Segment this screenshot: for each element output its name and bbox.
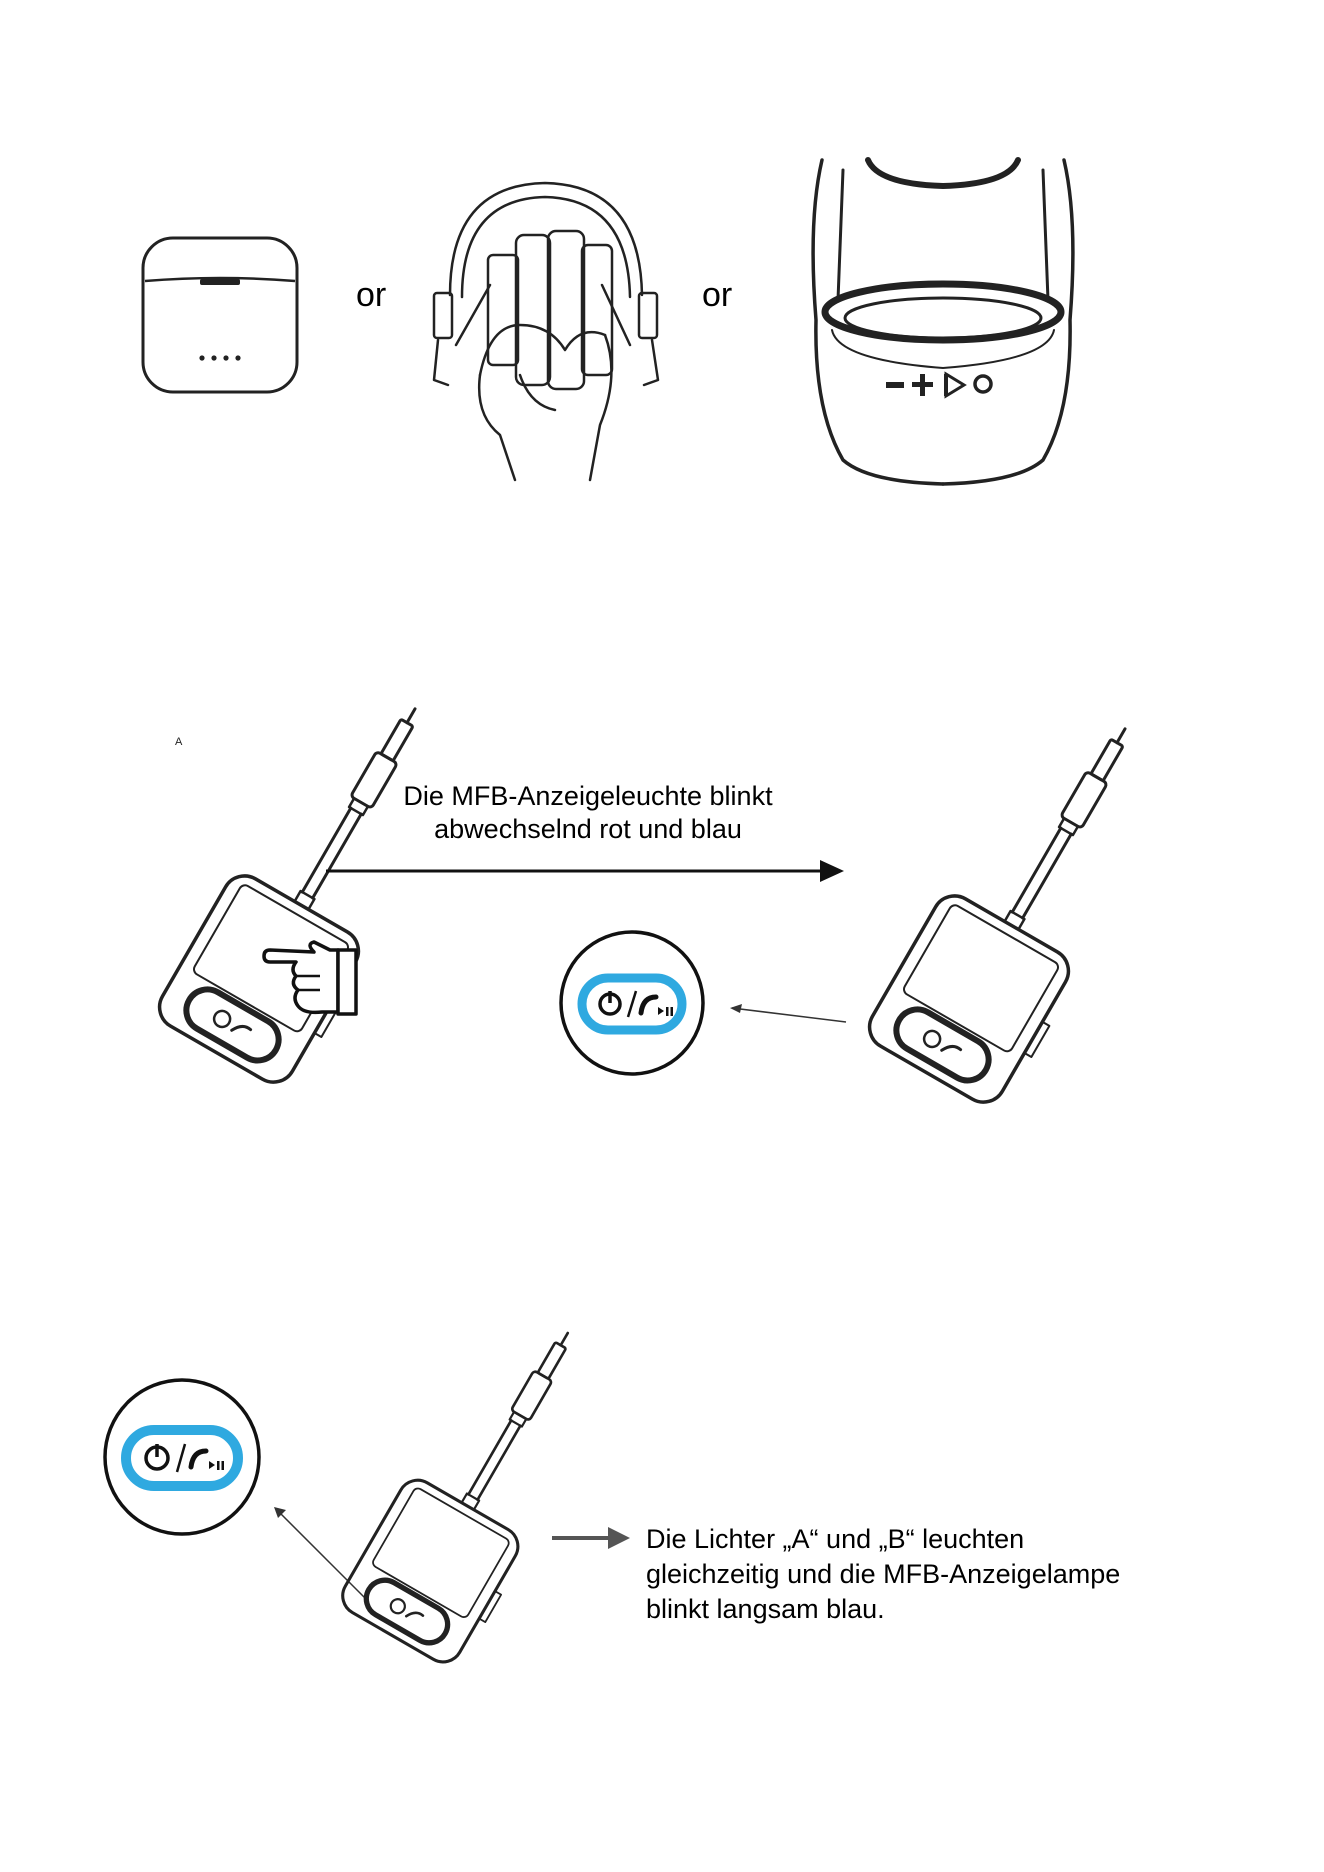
or-label-right: or — [702, 276, 733, 314]
pairing-caption-line1: Die MFB-Anzeigeleuchte blinkt — [403, 781, 773, 811]
or-label-left: or — [356, 276, 387, 314]
hand-pointer-icon — [262, 940, 362, 1020]
earbuds-case-icon — [140, 235, 300, 395]
connected-caption-line3: blinkt langsam blau. — [646, 1594, 885, 1624]
pairing-arrow — [326, 856, 846, 886]
connected-caption-line2: gleichzeitig und die MFB-Anzeigelampe — [646, 1559, 1121, 1589]
power-play-button-icon — [558, 929, 706, 1077]
pairing-caption — [368, 780, 808, 846]
connected-arrow — [552, 1525, 632, 1551]
power-play-button-icon-lower — [102, 1377, 262, 1537]
speaker-icon — [808, 160, 1078, 485]
headphones-icon — [420, 175, 670, 485]
svg-text:A: A — [175, 736, 183, 748]
connected-caption-line1: Die Lichter „A“ und „B“ leuchten — [646, 1524, 1025, 1554]
transmitter-icon-right — [810, 680, 1150, 1100]
pairing-caption-line2: abwechselnd rot und blau — [434, 814, 742, 844]
connected-caption — [646, 1522, 1166, 1627]
transmitter-icon-lower — [290, 1290, 590, 1660]
